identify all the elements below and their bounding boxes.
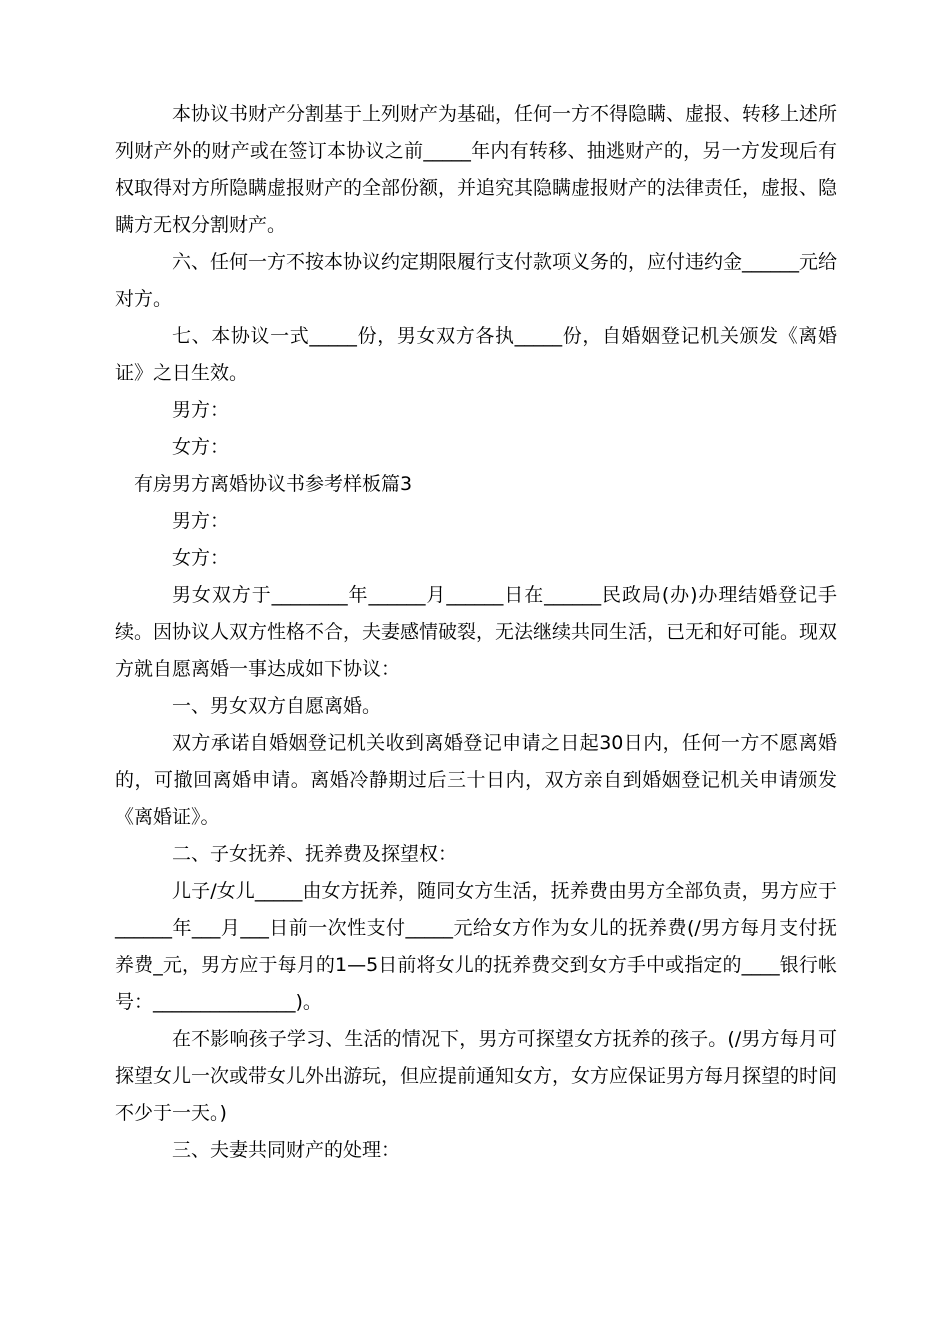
party-female-line: 女方： [172,547,230,569]
clause-two-heading: 二、子女抚养、抚养费及探望权： [172,843,458,865]
document-page [115,96,837,1169]
paragraph-clause-six-penalty: 六、任何一方不按本协议约定期限履行支付款项义务的，应付违约金______元给对方。 [115,251,838,310]
paragraph-visitation-rights: 在不影响孩子学习、生活的情况下，男方可探望女方抚养的孩子。(/男方每月可探望女儿一次或带女儿外出游玩，但应提前通知女方，女方应保证男方每月探望的时间不少于一天。) [115,1028,838,1124]
paragraph-property-concealment: 本协议书财产分割基于上列财产为基础，任何一方不得隐瞒、虚报、转移上述所列财产外的财产或在签订本协议之前_____年内有转移、抽逃财产的，另一方发现后有权取得对方所隐瞒虚报财产的全部份额，并追究其隐瞒虚报财产的法律责任，虚报、隐瞒方无权分割财产。 [115,103,838,236]
paragraph-marriage-registration: 男女双方于________年______月______日在______民政局(办)办理结婚登记手续。因协议人双方性格不合，夫妻感情破裂，无法继续共同生活，已无和好可能。现双方就自愿离婚一事达成如下协议： [115,584,838,680]
signature-male-line: 男方： [172,399,230,421]
party-male-line: 男方： [172,510,230,532]
signature-female-line: 女方： [172,436,230,458]
paragraph-child-support: 儿子/女儿_____由女方抚养，随同女方生活，抚养费由男方全部负责，男方应于______年___月___日前一次性支付_____元给女方作为女儿的抚养费(/男方每月支付抚养费_元，男方应于每月的1—5日前将女儿的抚养费交到女方手中或指定的____银行帐号：_______________)。 [115,880,837,1013]
paragraph-cooling-off-period: 双方承诺自婚姻登记机关收到离婚登记申请之日起30日内，任何一方不愿离婚的，可撤回离婚申请。离婚冷静期过后三十日内，双方亲自到婚姻登记机关申请颁发《离婚证》。 [115,732,837,828]
section-heading-template-3: 有房男方离婚协议书参考样板篇3 [134,473,413,495]
clause-one-heading: 一、男女双方自愿离婚。 [172,695,382,717]
clause-three-heading: 三、夫妻共同财产的处理： [172,1139,401,1161]
paragraph-clause-seven-copies: 七、本协议一式_____份，男女双方各执_____份，自婚姻登记机关颁发《离婚证》之日生效。 [115,325,837,384]
